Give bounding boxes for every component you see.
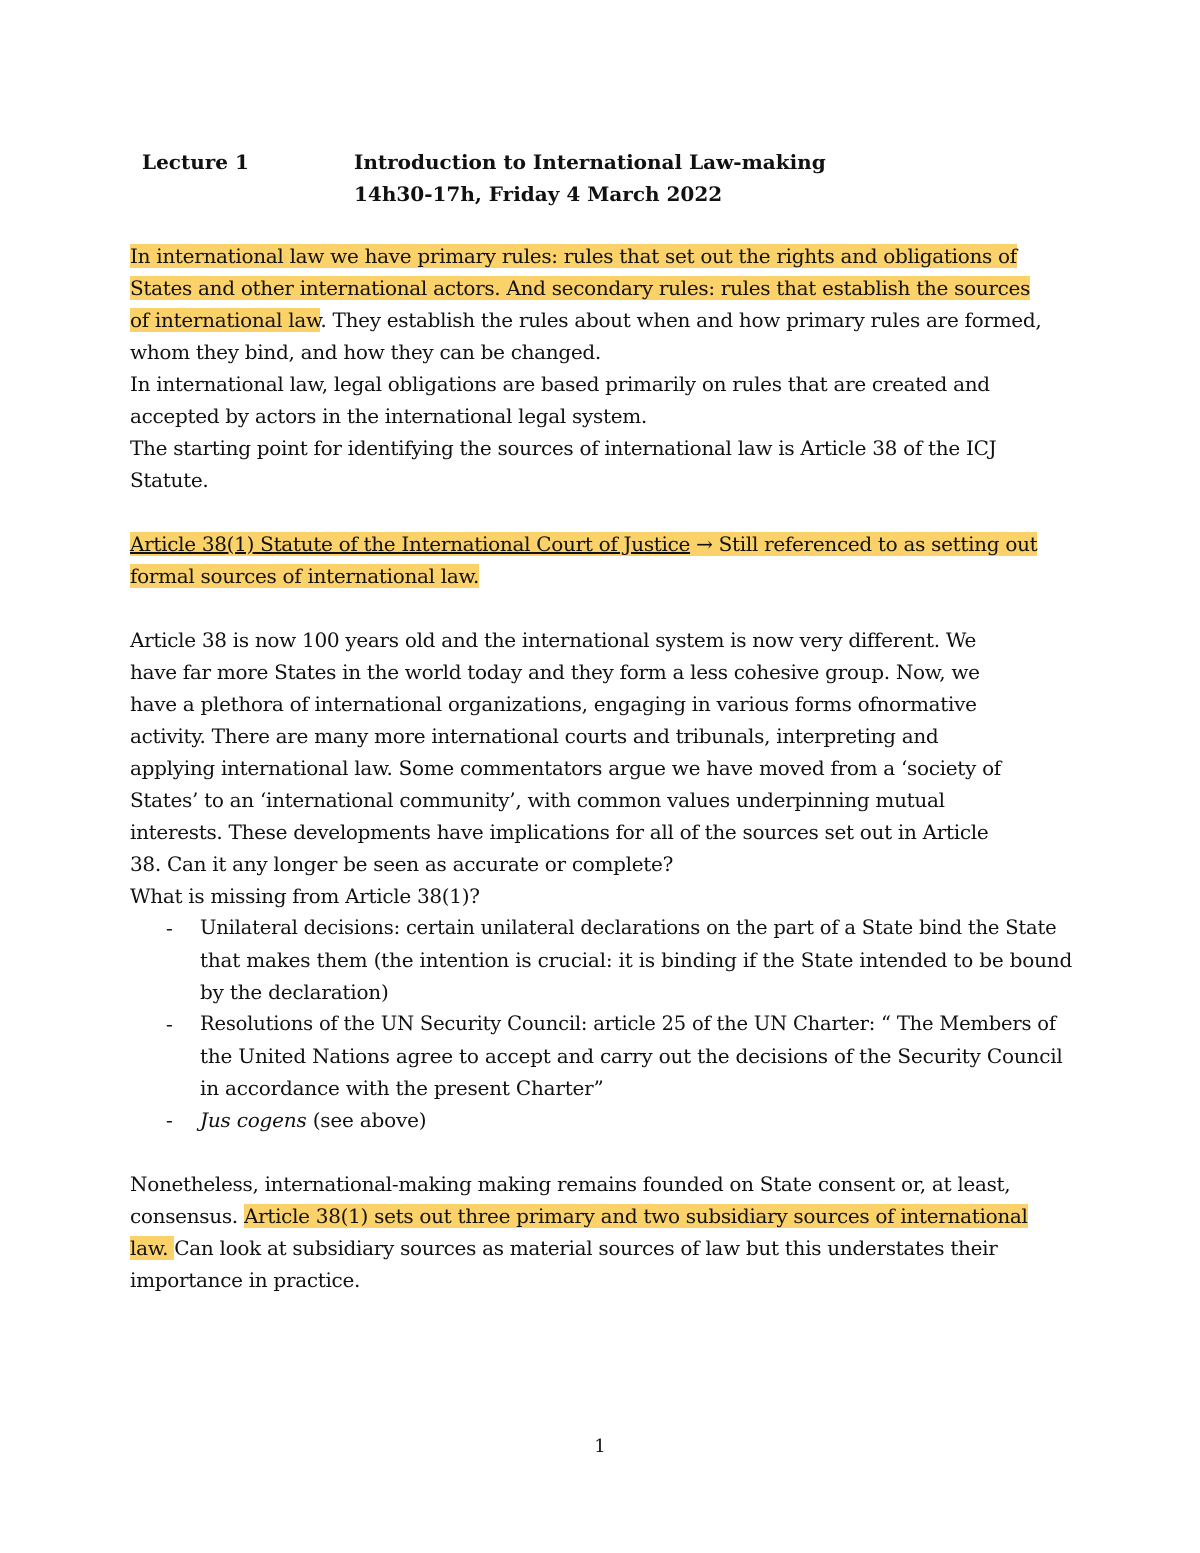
arrow-icon: → [690,532,719,556]
text-line: Can look at subsidiary sources as material sources of law but this understates their [174,1236,998,1260]
list-item [130,1104,1074,1136]
highlighted-text: of international law [130,308,321,332]
text-line: activity. There are many more international courts and tribunals, interpreting and [130,724,939,748]
text-line: 38. Can it any longer be seen as accurate or complete? [130,852,673,876]
text-line: Nonetheless, international-making making remains founded on State consent or, at least, [130,1172,1011,1196]
text-line: The starting point for identifying the sources of international law is Article 38 of the ICJ [130,436,997,460]
text-line: by the declaration) [200,980,389,1004]
highlighted-text: formal sources of international law. [130,564,480,588]
page-number: 1 [594,1436,606,1457]
dash-bullet: - [166,1108,173,1132]
text-line: consensus. [130,1204,244,1228]
text-line: In international law, legal obligations are based primarily on rules that are created and [130,372,990,396]
lecture-datetime: 14h30-17h, Friday 4 March 2022 [354,182,723,206]
list-item [130,912,1074,1008]
text-line: the United Nations agree to accept and carry out the decisions of the Security Council [200,1044,1063,1068]
missing-sources-list [130,912,1074,1136]
text-line: What is missing from Article 38(1)? [130,884,480,908]
highlighted-text: Article 38(1) sets out three primary and two subsidiary sources of international [243,1204,1028,1228]
article-38-reference: Article 38(1) Statute of the International Court of Justice [130,532,691,556]
dash-bullet: - [166,916,173,940]
text-line: importance in practice. [130,1268,361,1292]
lecture-header [130,146,1090,210]
text-line: . They establish the rules about when and how primary rules are formed, [320,308,1042,332]
list-item [130,1008,1074,1104]
highlighted-text: law. [130,1236,175,1260]
text-line: interests. These developments have implications for all of the sources set out in Article [130,820,989,844]
dash-bullet: - [166,1012,173,1036]
text-line: accepted by actors in the international legal system. [130,404,647,428]
paragraph-article-38-age [130,624,1074,912]
paragraph-state-consent [130,1168,1074,1296]
text-line: that makes them (the intention is crucial: it is binding if the State intended to be bound [200,948,1073,972]
jus-cogens-term: Jus cogens [200,1108,307,1132]
text-line: whom they bind, and how they can be changed. [130,340,601,364]
lecture-title: Introduction to International Law-making [354,150,826,174]
highlighted-text: States and other international actors. And secondary rules: rules that establish the sources [130,276,1031,300]
document-body [130,240,1074,1296]
text-line: Statute. [130,468,209,492]
text-line: in accordance with the present Charter” [200,1076,604,1100]
text-line: States’ to an ‘international community’, with common values underpinning mutual [130,788,945,812]
paragraph-primary-rules [130,240,1074,496]
highlighted-text: In international law we have primary rules: rules that set out the rights and obligations of [130,244,1017,268]
text-line: applying international law. Some commentators argue we have moved from a ‘society of [130,756,1001,780]
text-line: Resolutions of the UN Security Council: article 25 of the UN Charter: “ The Members of [200,1012,1056,1035]
text-line: Article 38 is now 100 years old and the international system is now very different. We [130,628,977,652]
text-line: have a plethora of international organizations, engaging in various forms ofnormative [130,692,977,716]
highlighted-text: Still referenced to as setting out [718,532,1038,556]
text-line: (see above) [306,1108,427,1132]
text-line: have far more States in the world today and they form a less cohesive group. Now, we [130,660,980,684]
paragraph-article-38 [130,528,1074,592]
text-line: Unilateral decisions: certain unilateral declarations on the part of a State bind the State [200,916,1057,939]
lecture-number: Lecture 1 [142,150,249,174]
